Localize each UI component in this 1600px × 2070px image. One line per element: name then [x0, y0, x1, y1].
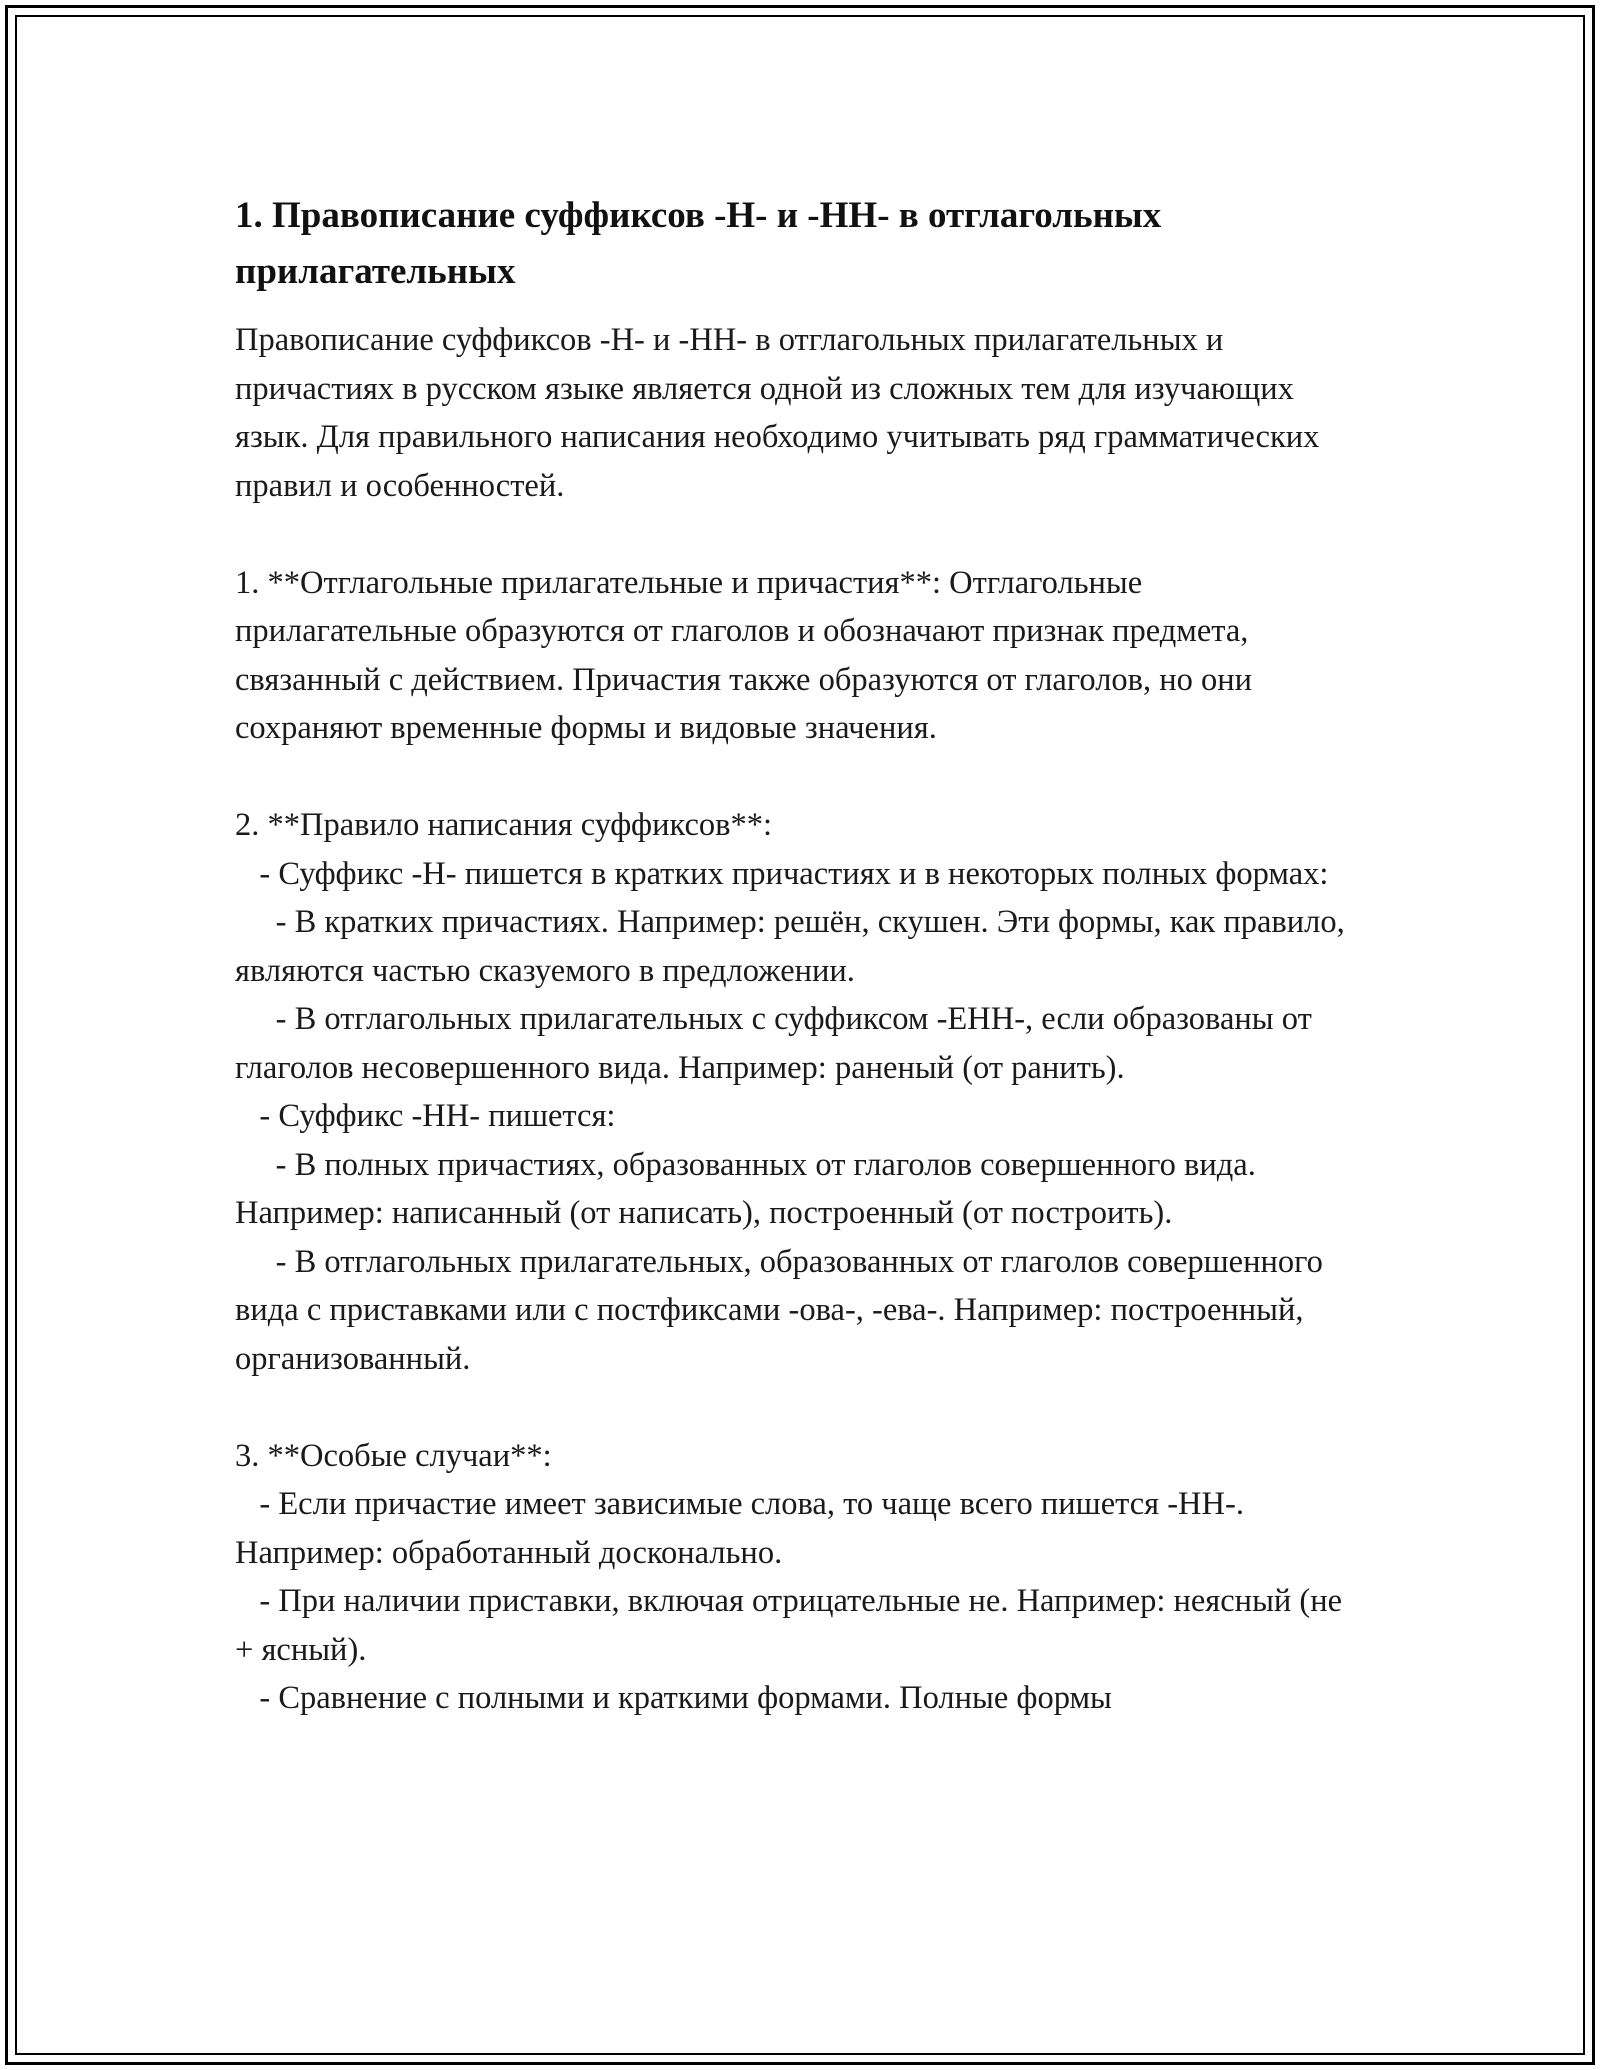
- section2-item1-sub2-text: - В отглагольных прилагательных с суффиксом -ЕНН-, если образованы от глаголов несовершенного вида. Например: раненый (от ранить).: [235, 1001, 1312, 1086]
- paragraph-spacer: [235, 510, 1365, 559]
- section3-item3-text: - Сравнение с полными и краткими формами. Полные формы: [259, 1680, 1112, 1716]
- section3-item1: [235, 1480, 1365, 1577]
- section2-item1-sub2: [235, 995, 1365, 1092]
- section3-item2-text: - При наличии приставки, включая отрицательные не. Например: неясный (не + ясный).: [235, 1583, 1343, 1668]
- section3-item3: [235, 1674, 1365, 1723]
- section2-item2-sub2-text: - В отглагольных прилагательных, образованных от глаголов совершенного вида с приставками или с постфиксами -ова-, -ева-. Например: построенный, организованный.: [235, 1243, 1323, 1377]
- section2-item2-sub1-text: - В полных причастиях, образованных от глаголов совершенного вида. Например: написанный (от написать), построенный (от построить).: [235, 1146, 1256, 1231]
- document-title: 1. Правописание суффиксов -Н- и -НН- в отглагольных прилагательных: [235, 195, 1162, 292]
- paragraph-spacer: [235, 753, 1365, 802]
- intro-paragraph: Правописание суффиксов -Н- и -НН- в отглагольных прилагательных и причастиях в русском языке является одной из сложных тем для изучающих язык. Для правильного написания необходимо учитывать ряд грамматических правил и особенностей.: [235, 322, 1320, 504]
- section3-item2: [235, 1577, 1365, 1674]
- section2-item2-text: - Суффикс -НН- пишется:: [259, 1098, 616, 1134]
- paragraph-spacer: [235, 1383, 1365, 1432]
- section3-item1-text: - Если причастие имеет зависимые слова, то чаще всего пишется -НН-. Например: обработанный досконально.: [235, 1486, 1244, 1571]
- section2-item1-text: - Суффикс -Н- пишется в кратких причастиях и в некоторых полных формах:: [259, 855, 1329, 892]
- document-body: [235, 188, 1365, 1723]
- section2-item1: [235, 850, 1365, 899]
- section3-heading: 3. **Особые случаи**:: [235, 1437, 552, 1474]
- section1-paragraph: 1. **Отглагольные прилагательные и причастия**: Отглагольные прилагательные образуются от глаголов и обозначают признак предмета, связанный с действием. Причастия также образуются от глаголов, но они сохраняют временные формы и видовые значения.: [235, 564, 1253, 746]
- section2-heading: 2. **Правило написания суффиксов**:: [235, 807, 773, 843]
- section2-item2-sub1: [235, 1141, 1365, 1238]
- section2-item2: [235, 1092, 1365, 1141]
- section2-item2-sub2: [235, 1238, 1365, 1384]
- section2-item1-sub1: [235, 898, 1365, 995]
- section2-item1-sub1-text: - В кратких причастиях. Например: решён, скушен. Эти формы, как правило, являются частью сказуемого в предложении.: [235, 904, 1345, 989]
